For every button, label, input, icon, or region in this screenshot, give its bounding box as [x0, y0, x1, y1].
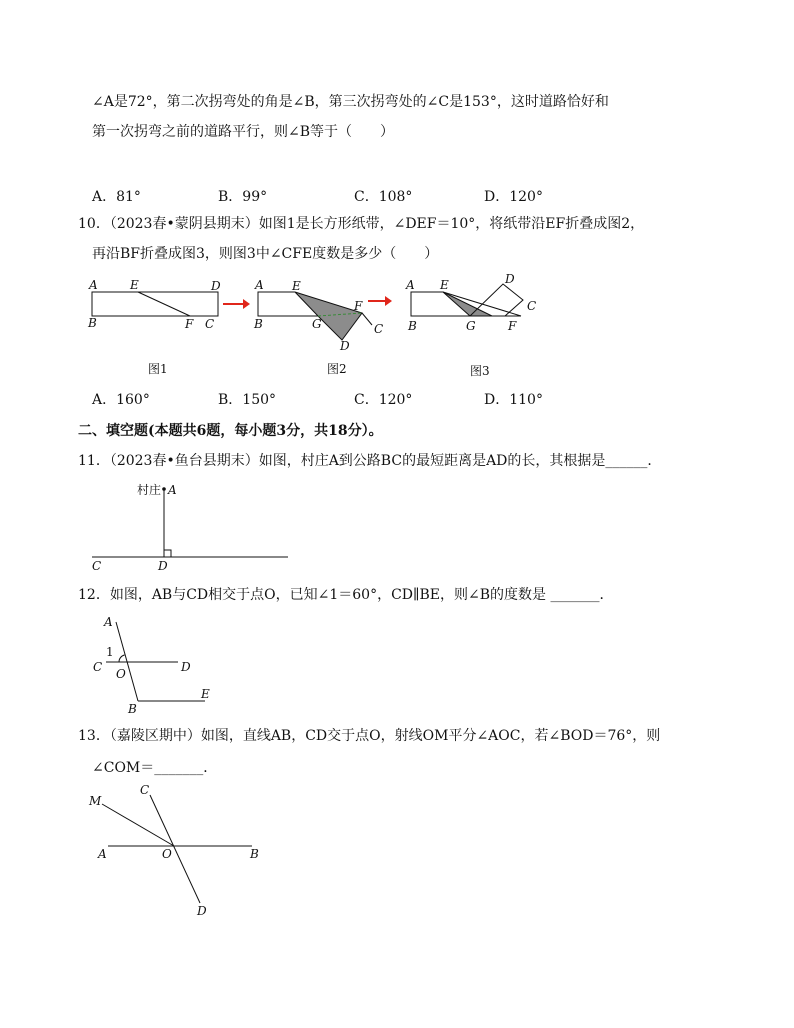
q12-label-c: C	[93, 660, 103, 674]
fig2-label-g: G	[312, 317, 322, 331]
fig2-label-b: B	[254, 317, 263, 331]
q13-label-a: A	[98, 847, 107, 861]
q10-line-1: 10．（2023春•蒙阴县期末）如图1是长方形纸带，∠DEF＝10°，将纸带沿EF折叠成图2，	[78, 216, 645, 232]
q11-label-a: A	[168, 483, 177, 497]
fig1-label-a: A	[89, 278, 98, 292]
fig3-label-c: C	[527, 299, 537, 313]
q13-label-m: M	[89, 794, 102, 808]
q13-label-o: O	[162, 847, 172, 861]
fig2-label-c: C	[374, 322, 384, 336]
q11-label-c: C	[92, 559, 102, 573]
q12-label-d: D	[181, 660, 191, 674]
fig3-label-d: D	[505, 272, 515, 286]
q11-label-village: 村庄	[137, 483, 162, 497]
q9-option-b: B．99°	[218, 189, 268, 205]
fig3-label-g: G	[466, 319, 476, 333]
q11-line-1: 11．（2023春•鱼台县期末）如图，村庄A到公路BC的最短距离是AD的长，其根据是______．	[78, 453, 662, 469]
q12-label-o: O	[116, 667, 126, 681]
q12-label-1: 1	[106, 645, 114, 659]
q10-option-c: C．120°	[354, 392, 413, 408]
q12-line-1: 12．如图，AB与CD相交于点O，已知∠1＝60°，CD∥BE，则∠B的度数是 _______．	[78, 587, 614, 603]
q10-caption-3: 图3	[470, 364, 490, 378]
fig1-label-f: F	[185, 317, 194, 331]
q10-caption-2: 图2	[327, 362, 347, 376]
q13-label-c: C	[140, 783, 150, 797]
q11-label-d: D	[158, 559, 168, 573]
q9-line-1: ∠A是72°，第二次拐弯处的角是∠B，第三次拐弯处的∠C是153°，这时道路恰好和	[92, 94, 609, 110]
fig1-label-d: D	[211, 279, 221, 293]
fig1-label-c: C	[205, 317, 215, 331]
q12-label-b: B	[128, 702, 137, 716]
q13-line-2: ∠COM＝_______．	[92, 760, 218, 776]
q10-line-2: 再沿BF折叠成图3，则图3中∠CFE度数是多少（ ）	[92, 246, 439, 262]
q12-label-e: E	[201, 687, 210, 701]
section-2-title: 二、填空题(本题共6题，每小题3分，共18分）。	[78, 423, 383, 439]
fig3-label-a: A	[406, 278, 415, 292]
q10-caption-1: 图1	[148, 362, 168, 376]
fig2-label-e: E	[292, 279, 301, 293]
q9-option-d: D．120°	[484, 189, 543, 205]
fig2-label-d: D	[340, 339, 350, 353]
fig3-label-f: F	[508, 319, 517, 333]
q9-option-a: A．81°	[92, 189, 141, 205]
q10-option-d: D．110°	[484, 392, 543, 408]
q13-label-d: D	[197, 904, 207, 918]
fig3-label-b: B	[408, 319, 417, 333]
fig1-label-e: E	[130, 278, 139, 292]
q13-line-1: 13．（嘉陵区期中）如图，直线AB，CD交于点O，射线OM平分∠AOC，若∠BOD＝76°，则	[78, 728, 661, 744]
fig3-label-e: E	[440, 278, 449, 292]
q10-option-b: B．150°	[218, 392, 277, 408]
q10-option-a: A．160°	[92, 392, 150, 408]
q9-option-c: C．108°	[354, 189, 413, 205]
fig1-label-b: B	[88, 316, 97, 330]
fig2-label-f: F	[354, 299, 363, 313]
q9-line-2: 第一次拐弯之前的道路平行，则∠B等于（ ）	[92, 124, 395, 140]
q12-label-a: A	[104, 615, 113, 629]
q13-label-b: B	[250, 847, 259, 861]
fig2-label-a: A	[255, 278, 264, 292]
